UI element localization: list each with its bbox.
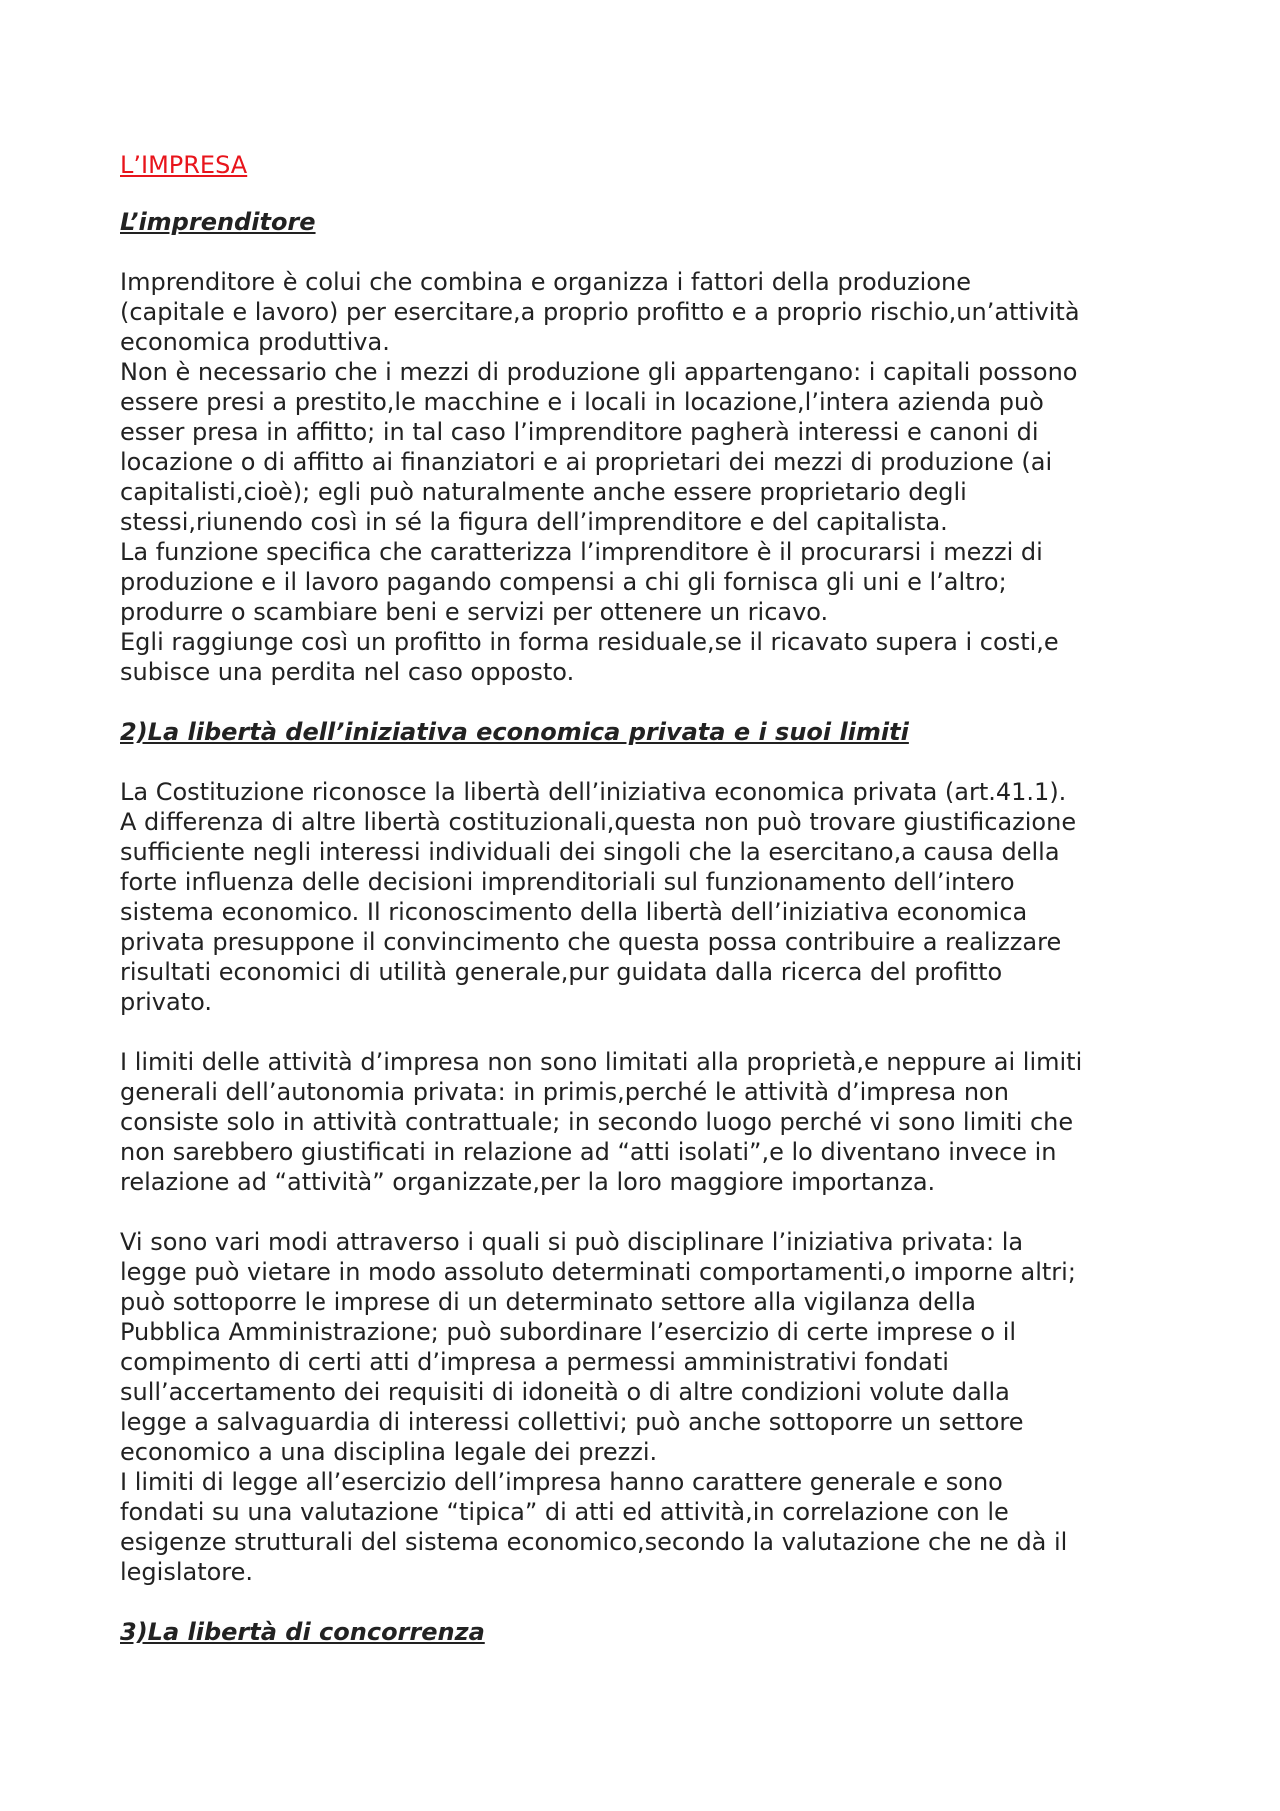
text-line: generali dell’autonomia privata: in primis,perché le attività d’impresa non xyxy=(120,1078,1009,1106)
text-line: essere presi a prestito,le macchine e i locali in locazione,l’intera azienda può xyxy=(120,388,1044,416)
text-line: legge a salvaguardia di interessi collettivi; può anche sottoporre un settore xyxy=(120,1408,1024,1436)
text-line: La Costituzione riconosce la libertà dell’iniziativa economica privata (art.41.1). xyxy=(120,778,1067,806)
text-line: economico a una disciplina legale dei prezzi. xyxy=(120,1438,658,1466)
paragraph xyxy=(120,777,1180,1017)
paragraph-spacer xyxy=(120,1587,1180,1617)
section-heading: 3)La libertà di concorrenza xyxy=(120,1618,485,1646)
text-line: legislatore. xyxy=(120,1558,254,1586)
text-line: produzione e il lavoro pagando compensi a chi gli fornisca gli uni e l’altro; xyxy=(120,568,1007,596)
text-line: non sarebbero giustificati in relazione ad “atti isolati”,e lo diventano invece in xyxy=(120,1138,1057,1166)
document-page xyxy=(120,150,1180,1677)
text-line: Imprenditore è colui che combina e organizza i fattori della produzione xyxy=(120,268,971,296)
text-line: stessi,riunendo così in sé la figura dell’imprenditore e del capitalista. xyxy=(120,508,948,536)
text-line: Pubblica Amministrazione; può subordinare l’esercizio di certe imprese o il xyxy=(120,1318,1017,1346)
text-line: legge può vietare in modo assoluto determinati comportamenti,o imporne altri; xyxy=(120,1258,1076,1286)
paragraph-spacer xyxy=(120,1197,1180,1227)
text-line: I limiti di legge all’esercizio dell’impresa hanno carattere generale e sono xyxy=(120,1468,1003,1496)
paragraph xyxy=(120,1227,1180,1587)
text-line: subisce una perdita nel caso opposto. xyxy=(120,658,575,686)
text-line: Non è necessario che i mezzi di produzione gli appartengano: i capitali possono xyxy=(120,358,1078,386)
section-heading: L’imprenditore xyxy=(120,208,316,236)
paragraph-spacer xyxy=(120,687,1180,717)
text-line: compimento di certi atti d’impresa a permessi amministrativi fondati xyxy=(120,1348,949,1376)
text-line: Vi sono vari modi attraverso i quali si può disciplinare l’iniziativa privata: la xyxy=(120,1228,1024,1256)
text-line: può sottoporre le imprese di un determinato settore alla vigilanza della xyxy=(120,1288,977,1316)
text-line: (capitale e lavoro) per esercitare,a proprio profitto e a proprio rischio,un’attività xyxy=(120,298,1080,326)
section-heading: 2)La libertà dell’iniziativa economica privata e i suoi limiti xyxy=(120,718,909,746)
text-line: consiste solo in attività contrattuale; in secondo luogo perché vi sono limiti che xyxy=(120,1108,1074,1136)
text-line: fondati su una valutazione “tipica” di atti ed attività,in correlazione con le xyxy=(120,1498,1009,1526)
text-line: economica produttiva. xyxy=(120,328,390,356)
text-line: privato. xyxy=(120,988,212,1016)
text-line: relazione ad “attività” organizzate,per la loro maggiore importanza. xyxy=(120,1168,936,1196)
paragraph xyxy=(120,267,1180,687)
text-line: locazione o di affitto ai finanziatori e ai proprietari dei mezzi di produzione (ai xyxy=(120,448,1053,476)
paragraph-spacer xyxy=(120,1017,1180,1047)
document-body xyxy=(120,207,1180,1647)
paragraph xyxy=(120,1047,1180,1197)
text-line: Egli raggiunge così un profitto in forma residuale,se il ricavato supera i costi,e xyxy=(120,628,1059,656)
text-line: produrre o scambiare beni e servizi per ottenere un ricavo. xyxy=(120,598,829,626)
text-line: forte influenza delle decisioni imprenditoriali sul funzionamento dell’intero xyxy=(120,868,1015,896)
text-line: capitalisti,cioè); egli può naturalmente anche essere proprietario degli xyxy=(120,478,967,506)
text-line: I limiti delle attività d’impresa non sono limitati alla proprietà,e neppure ai limiti xyxy=(120,1048,1083,1076)
text-line: sull’accertamento dei requisiti di idoneità o di altre condizioni volute dalla xyxy=(120,1378,1010,1406)
text-line: privata presuppone il convincimento che questa possa contribuire a realizzare xyxy=(120,928,1062,956)
text-line: La funzione specifica che caratterizza l’imprenditore è il procurarsi i mezzi di xyxy=(120,538,1043,566)
document-title: L’IMPRESA xyxy=(120,151,248,179)
text-line: sistema economico. Il riconoscimento della libertà dell’iniziativa economica xyxy=(120,898,1028,926)
text-line: esser presa in affitto; in tal caso l’imprenditore pagherà interessi e canoni di xyxy=(120,418,1039,446)
text-line: esigenze strutturali del sistema economico,secondo la valutazione che ne dà il xyxy=(120,1528,1068,1556)
text-line: sufficiente negli interessi individuali dei singoli che la esercitano,a causa della xyxy=(120,838,1060,866)
text-line: risultati economici di utilità generale,pur guidata dalla ricerca del profitto xyxy=(120,958,1003,986)
text-line: A differenza di altre libertà costituzionali,questa non può trovare giustificazione xyxy=(120,808,1077,836)
